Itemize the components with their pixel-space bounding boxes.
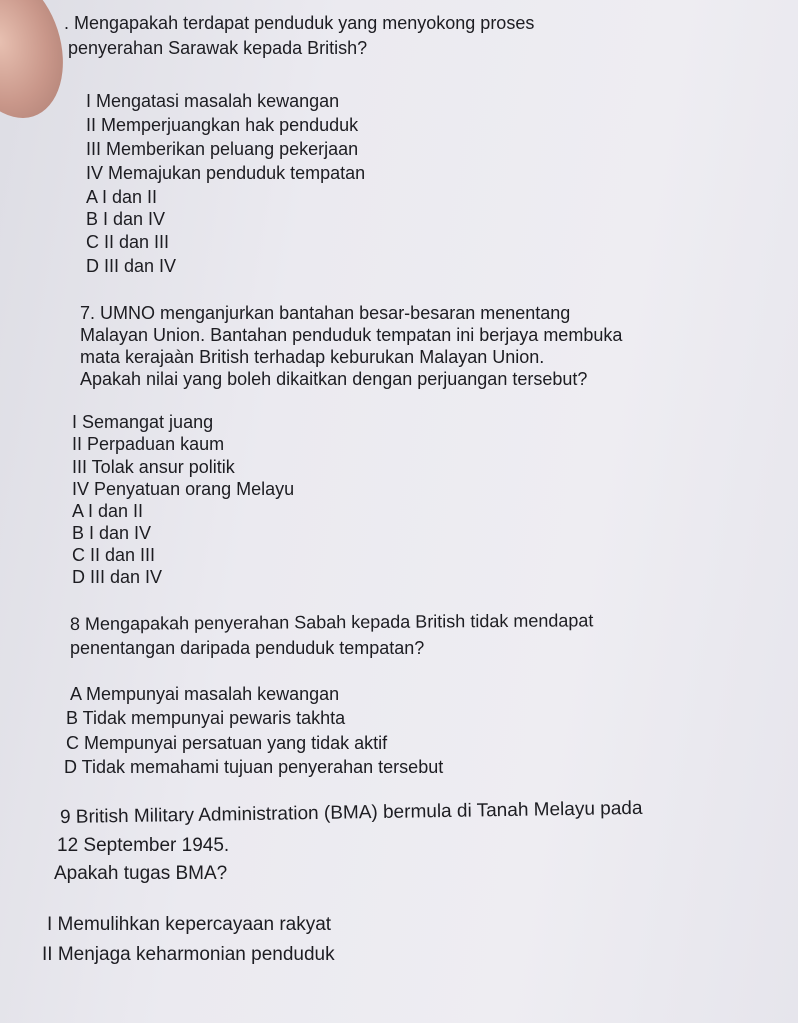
q6-option-b: B I dan IV	[86, 209, 166, 229]
q7-stem-line-2: Malayan Union. Bantahan penduduk tempatan ini berjaya membuka	[80, 325, 623, 345]
q7-option-d: D III dan IV	[72, 567, 163, 587]
q8-option-d: D Tidak memahami tujuan penyerahan tersebut	[64, 757, 444, 777]
q6-option-a: A I dan II	[86, 187, 158, 207]
q9-statement-2: II Menjaga keharmonian penduduk	[42, 944, 335, 965]
q7-option-a: A I dan II	[72, 501, 144, 521]
q9-statement-1: I Memulihkan kepercayaan rakyat	[47, 914, 332, 935]
q7-stem-line-1: 7. UMNO menganjurkan bantahan besar-besaran menentang	[80, 303, 571, 323]
q8-option-a: A Mempunyai masalah kewangan	[70, 684, 340, 704]
q9-stem-line-3: Apakah tugas BMA?	[54, 863, 228, 884]
q8-stem-line-2: penentangan daripada penduduk tempatan?	[70, 638, 425, 658]
q7-statement-4: IV Penyatuan orang Melayu	[72, 479, 295, 499]
q6-statement-3: III Memberikan peluang pekerjaan	[86, 139, 359, 159]
q9-stem-line-1: 9 British Military Administration (BMA) bermula di Tanah Melayu pada	[59, 797, 643, 828]
q7-option-c: C II dan III	[72, 545, 156, 565]
q6-stem-line-1: . Mengapakah terdapat penduduk yang menyokong proses	[64, 13, 535, 33]
q6-option-c: C II dan III	[86, 232, 170, 252]
q8-stem-line-1: 8 Mengapakah penyerahan Sabah kepada British tidak mendapat	[69, 610, 594, 634]
q6-stem-line-2: penyerahan Sarawak kepada British?	[68, 38, 368, 58]
q7-stem-line-4: Apakah nilai yang boleh dikaitkan dengan perjuangan tersebut?	[80, 369, 588, 389]
q6-statement-4: IV Memajukan penduduk tempatan	[86, 163, 366, 183]
q7-stem-line-3: mata kerajaàn British terhadap keburukan Malayan Union.	[80, 347, 545, 367]
q6-option-d: D III dan IV	[86, 256, 177, 276]
q7-option-b: B I dan IV	[72, 523, 152, 543]
q6-statement-1: I Mengatasi masalah kewangan	[86, 91, 340, 111]
q6-statement-2: II Memperjuangkan hak penduduk	[86, 115, 359, 135]
q8-option-b: B Tidak mempunyai pewaris takhta	[66, 708, 346, 728]
q7-statement-1: I Semangat juang	[72, 412, 214, 432]
q7-statement-3: III Tolak ansur politik	[72, 457, 235, 477]
q7-statement-2: II Perpaduan kaum	[72, 434, 225, 454]
q8-option-c: C Mempunyai persatuan yang tidak aktif	[66, 733, 388, 753]
q9-stem-line-2: 12 September 1945.	[57, 835, 230, 856]
